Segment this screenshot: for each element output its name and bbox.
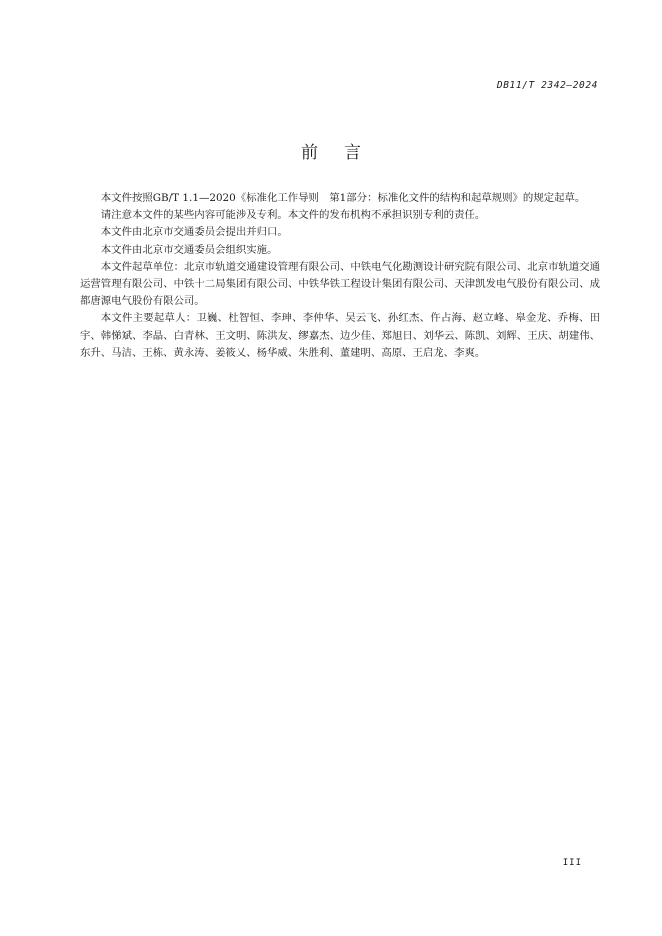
paragraph-proposer: 本文件由北京市交通委员会提出并归口。 [100,226,288,239]
document-body [80,190,600,362]
paragraph-drafting-units: 本文件起草单位：北京市轨道交通建设管理有限公司、中铁电气化勘测设计研究院有限公司、北京市轨道交通运营管理有限公司、中铁十二局集团有限公司、中铁华铁工程设计集团有限公司、天津凯发电气股份有限公司、成都唐源电气股份有限公司。 [80,260,600,308]
paragraph-drafters: 本文件主要起草人：卫巍、杜智恒、李珅、李仲华、吴云飞、孙红杰、仵占海、赵立峰、皋金龙、乔梅、田宇、韩悌斌、李晶、白青林、王文明、陈洪友、缪嘉杰、边少佳、郑旭日、刘华云、陈凯、刘辉、王庆、胡建伟、东升、马洁、王栋、黄永涛、姜筱乂、杨华威、朱胜利、董建明、高原、王启龙、李爽。 [80,312,600,359]
paragraph-drafting-rules: 本文件按照GB/T 1.1—2020《标准化工作导则 第1部分：标准化文件的结构和起草规则》的规定起草。 [100,192,586,204]
page-number: III [562,858,582,868]
page-title: 前言 [301,143,387,163]
paragraph-organizer: 本文件由北京市交通委员会组织实施。 [100,243,278,256]
document-code: DB11/T 2342—2024 [496,80,598,91]
paragraph-patent-notice: 请注意本文件的某些内容可能涉及专利。本文件的发布机构不承担识别专利的责任。 [100,209,486,222]
